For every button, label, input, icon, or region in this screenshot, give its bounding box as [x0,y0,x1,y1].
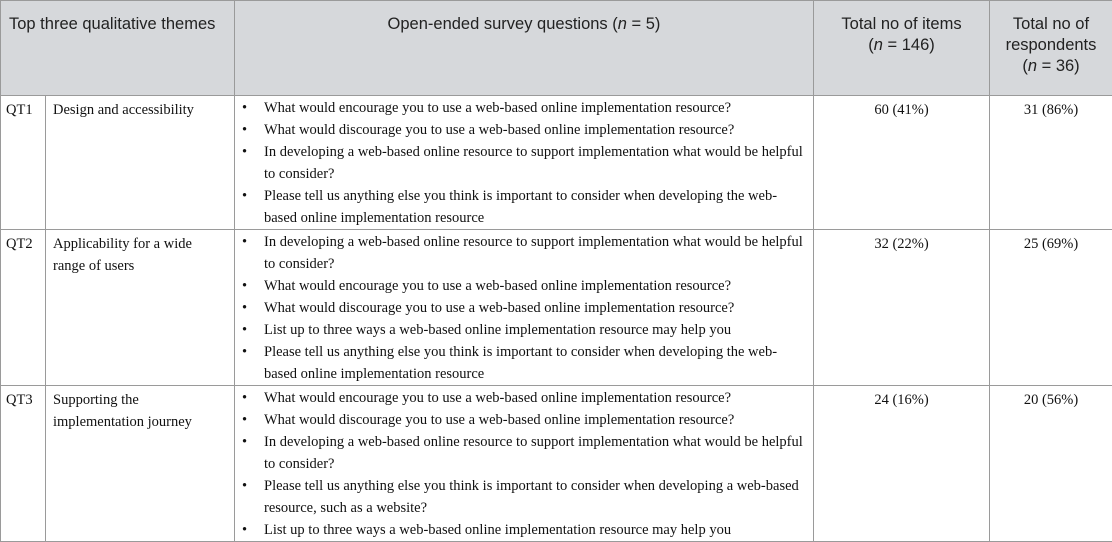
items-count: 24 (16%) [814,386,990,542]
bullet: • [242,141,247,163]
header-questions: Open-ended survey questions (n = 5) [235,1,814,96]
table-row [1,230,1112,386]
list-item: • What would discourage you to use a web-based online implementation resource? [239,297,807,319]
list-item: • Please tell us anything else you think is important to consider when developing the web-based online implementation resource [239,185,807,229]
list-item: • In developing a web-based online resource to support implementation what would be helpful to consider? [239,431,807,475]
bullet: • [242,431,247,453]
respondents-count: 20 (56%) [990,386,1112,542]
bullet: • [242,409,247,431]
items-count: 60 (41%) [814,96,990,230]
question-cell [235,386,814,542]
header-total-items: Total no of items (n = 146) [814,1,990,96]
table-row [1,386,1112,542]
bullet: • [242,519,247,541]
theme-code: QT3 [1,386,46,542]
bullet: • [242,319,247,341]
list-item: • What would discourage you to use a web-based online implementation resource? [239,119,807,141]
bullet: • [242,341,247,363]
header-total-respondents: Total no of respondents (n = 36) [990,1,1112,96]
list-item: • Please tell us anything else you think is important to consider when developing a web-based resource, such as a website? [239,475,807,519]
bullet: • [242,185,247,207]
bullet: • [242,119,247,141]
table-row [1,96,1112,230]
header-themes: Top three qualitative themes [1,1,235,96]
bullet: • [242,475,247,497]
question-cell [235,96,814,230]
bullet: • [242,387,247,409]
items-count: 32 (22%) [814,230,990,386]
list-item: • What would encourage you to use a web-based online implementation resource? [239,387,807,409]
respondents-count: 25 (69%) [990,230,1112,386]
list-item: • What would discourage you to use a web-based online implementation resource? [239,409,807,431]
theme-name: Supporting the implementation journey [46,386,235,542]
list-item: • Please tell us anything else you think is important to consider when developing the web-based online implementation resource [239,341,807,385]
bullet: • [242,231,247,253]
respondents-count: 31 (86%) [990,96,1112,230]
list-item: • List up to three ways a web-based online implementation resource may help you [239,319,807,341]
header-row [1,1,1112,96]
bullet: • [242,275,247,297]
bullet: • [242,297,247,319]
theme-code: QT2 [1,230,46,386]
list-item: • In developing a web-based online resource to support implementation what would be helpful to consider? [239,141,807,185]
list-item: • What would encourage you to use a web-based online implementation resource? [239,97,807,119]
list-item: • In developing a web-based online resource to support implementation what would be helpful to consider? [239,231,807,275]
list-item: • What would encourage you to use a web-based online implementation resource? [239,275,807,297]
bullet: • [242,97,247,119]
theme-name: Applicability for a wide range of users [46,230,235,386]
theme-name: Design and accessibility [46,96,235,230]
list-item: • List up to three ways a web-based online implementation resource may help you [239,519,807,541]
question-cell [235,230,814,386]
theme-code: QT1 [1,96,46,230]
